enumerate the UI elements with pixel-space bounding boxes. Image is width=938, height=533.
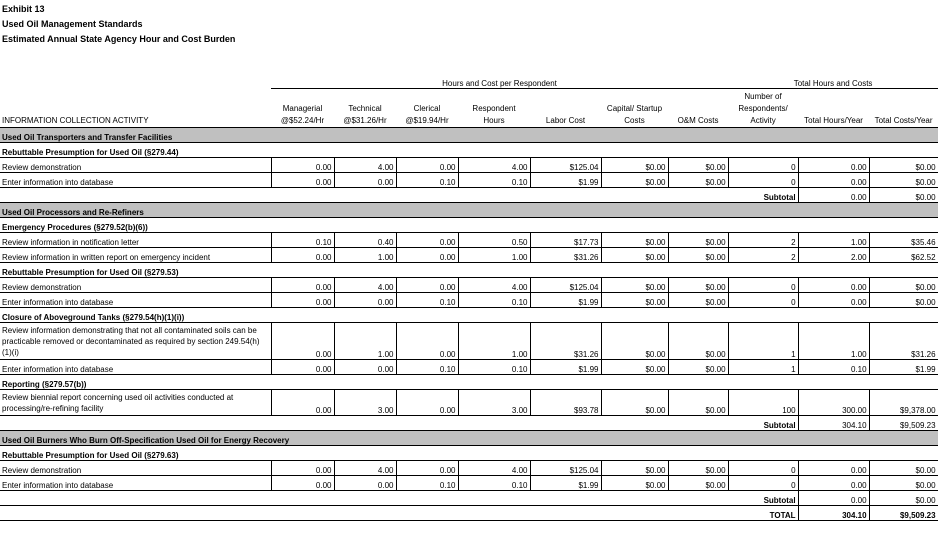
subtotal-hours: 0.00 bbox=[798, 188, 869, 203]
activity-cell: Enter information into database bbox=[0, 360, 271, 375]
value-cell-labor: $1.99 bbox=[530, 476, 601, 491]
document-title: Used Oil Management Standards bbox=[2, 19, 143, 29]
value-cell-mgr: 0.00 bbox=[271, 390, 334, 416]
value-cell-om: $0.00 bbox=[668, 461, 728, 476]
subtotal-row bbox=[0, 416, 938, 431]
subsection-header bbox=[0, 218, 938, 233]
subtotal-costs: $9,509.23 bbox=[869, 416, 938, 431]
value-cell-costs: $0.00 bbox=[869, 293, 938, 308]
activity-cell: Review information in written report on emergency incident bbox=[0, 248, 271, 263]
value-cell-om: $0.00 bbox=[668, 293, 728, 308]
value-cell-num: 1 bbox=[728, 323, 798, 360]
value-cell-mgr: 0.00 bbox=[271, 323, 334, 360]
value-cell-resp: 4.00 bbox=[458, 278, 530, 293]
subtotal-row bbox=[0, 188, 938, 203]
subsection-header bbox=[0, 308, 938, 323]
activity-cell: Review demonstration bbox=[0, 461, 271, 476]
header-om-costs: O&M Costs bbox=[677, 116, 719, 125]
value-cell-num: 0 bbox=[728, 173, 798, 188]
value-cell-resp: 0.10 bbox=[458, 293, 530, 308]
value-cell-resp: 0.10 bbox=[458, 173, 530, 188]
value-cell-costs: $31.26 bbox=[869, 323, 938, 360]
value-cell-tech: 0.40 bbox=[334, 233, 396, 248]
activity-cell: Enter information into database bbox=[0, 293, 271, 308]
value-cell-hours: 0.00 bbox=[798, 293, 869, 308]
header-respondent-hours: Respondent Hours bbox=[472, 104, 516, 125]
value-cell-num: 0 bbox=[728, 461, 798, 476]
header-columns-row bbox=[0, 89, 938, 128]
value-cell-num: 0 bbox=[728, 158, 798, 173]
header-clerical: Clerical @$19.94/Hr bbox=[405, 104, 449, 125]
value-cell-hours: 0.00 bbox=[798, 158, 869, 173]
value-cell-mgr: 0.00 bbox=[271, 360, 334, 375]
value-cell-mgr: 0.10 bbox=[271, 233, 334, 248]
value-cell-cler: 0.00 bbox=[396, 248, 458, 263]
value-cell-num: 2 bbox=[728, 248, 798, 263]
value-cell-hours: 0.10 bbox=[798, 360, 869, 375]
subtotal-hours: 0.00 bbox=[798, 491, 869, 506]
subsection-header bbox=[0, 446, 938, 461]
activity-cell: Enter information into database bbox=[0, 173, 271, 188]
total-label: TOTAL bbox=[0, 506, 798, 521]
activity-cell: Review biennial report concerning used oil activities conducted at processing/re-refining facility bbox=[0, 390, 271, 416]
header-total-costs: Total Costs/Year bbox=[874, 116, 933, 125]
header-activity: INFORMATION COLLECTION ACTIVITY bbox=[2, 116, 149, 125]
value-cell-cler: 0.00 bbox=[396, 158, 458, 173]
value-cell-tech: 3.00 bbox=[334, 390, 396, 416]
value-cell-tech: 0.00 bbox=[334, 476, 396, 491]
value-cell-tech: 0.00 bbox=[334, 360, 396, 375]
value-cell-tech: 1.00 bbox=[334, 248, 396, 263]
value-cell-capital: $0.00 bbox=[601, 278, 668, 293]
header-group-row bbox=[0, 74, 938, 89]
value-cell-mgr: 0.00 bbox=[271, 461, 334, 476]
subtotal-hours: 304.10 bbox=[798, 416, 869, 431]
subsection-header bbox=[0, 143, 938, 158]
value-cell-capital: $0.00 bbox=[601, 248, 668, 263]
value-cell-num: 0 bbox=[728, 293, 798, 308]
table-row bbox=[0, 323, 938, 360]
header-total-hours: Total Hours/Year bbox=[804, 116, 863, 125]
value-cell-resp: 0.10 bbox=[458, 476, 530, 491]
value-cell-capital: $0.00 bbox=[601, 233, 668, 248]
section-title: Used Oil Transporters and Transfer Facilities bbox=[0, 128, 938, 143]
value-cell-costs: $0.00 bbox=[869, 461, 938, 476]
value-cell-capital: $0.00 bbox=[601, 461, 668, 476]
subsection-title: Rebuttable Presumption for Used Oil (§279.63) bbox=[0, 446, 938, 461]
exhibit-titles bbox=[2, 2, 235, 47]
activity-cell: Review information demonstrating that not all contaminated soils can be practicable removed or decontaminated as required by section 249.54(h)(1)(i) bbox=[0, 323, 271, 360]
value-cell-labor: $125.04 bbox=[530, 278, 601, 293]
activity-cell: Review information in notification letter bbox=[0, 233, 271, 248]
header-technical: Technical @$31.26/Hr bbox=[343, 104, 387, 125]
subtotal-costs: $0.00 bbox=[869, 491, 938, 506]
value-cell-om: $0.00 bbox=[668, 323, 728, 360]
value-cell-labor: $1.99 bbox=[530, 293, 601, 308]
value-cell-tech: 0.00 bbox=[334, 293, 396, 308]
value-cell-labor: $1.99 bbox=[530, 360, 601, 375]
header-capital-startup: Capital/ Startup Costs bbox=[606, 104, 663, 125]
table-row bbox=[0, 278, 938, 293]
subsection-title: Rebuttable Presumption for Used Oil (§279.53) bbox=[0, 263, 938, 278]
value-cell-costs: $35.46 bbox=[869, 233, 938, 248]
value-cell-capital: $0.00 bbox=[601, 323, 668, 360]
table-title: Estimated Annual State Agency Hour and Cost Burden bbox=[2, 34, 236, 44]
value-cell-om: $0.00 bbox=[668, 476, 728, 491]
value-cell-resp: 3.00 bbox=[458, 390, 530, 416]
value-cell-costs: $1.99 bbox=[869, 360, 938, 375]
table-row bbox=[0, 390, 938, 416]
value-cell-hours: 0.00 bbox=[798, 461, 869, 476]
header-number-respondents: Number of Respondents/ Activity bbox=[738, 92, 788, 125]
value-cell-cler: 0.00 bbox=[396, 390, 458, 416]
header-managerial: Managerial @$52.24/Hr bbox=[280, 104, 325, 125]
value-cell-costs: $9,378.00 bbox=[869, 390, 938, 416]
value-cell-num: 100 bbox=[728, 390, 798, 416]
value-cell-mgr: 0.00 bbox=[271, 248, 334, 263]
value-cell-capital: $0.00 bbox=[601, 390, 668, 416]
value-cell-resp: 0.10 bbox=[458, 360, 530, 375]
section-title: Used Oil Processors and Re-Refiners bbox=[0, 203, 938, 218]
value-cell-tech: 4.00 bbox=[334, 158, 396, 173]
value-cell-labor: $31.26 bbox=[530, 248, 601, 263]
header-hours-cost-per-respondent: Hours and Cost per Respondent bbox=[271, 74, 728, 89]
section-header bbox=[0, 431, 938, 446]
value-cell-mgr: 0.00 bbox=[271, 173, 334, 188]
value-cell-costs: $0.00 bbox=[869, 476, 938, 491]
value-cell-om: $0.00 bbox=[668, 390, 728, 416]
subsection-title: Reporting (§279.57(b)) bbox=[0, 375, 938, 390]
value-cell-costs: $62.52 bbox=[869, 248, 938, 263]
value-cell-capital: $0.00 bbox=[601, 173, 668, 188]
subtotal-label: Subtotal bbox=[0, 416, 798, 431]
table-row bbox=[0, 158, 938, 173]
value-cell-labor: $1.99 bbox=[530, 173, 601, 188]
value-cell-hours: 0.00 bbox=[798, 476, 869, 491]
table-row bbox=[0, 461, 938, 476]
value-cell-cler: 0.10 bbox=[396, 476, 458, 491]
value-cell-tech: 4.00 bbox=[334, 461, 396, 476]
value-cell-num: 1 bbox=[728, 360, 798, 375]
value-cell-om: $0.00 bbox=[668, 278, 728, 293]
value-cell-hours: 0.00 bbox=[798, 278, 869, 293]
value-cell-cler: 0.10 bbox=[396, 360, 458, 375]
value-cell-om: $0.00 bbox=[668, 360, 728, 375]
value-cell-tech: 0.00 bbox=[334, 173, 396, 188]
activity-cell: Review demonstration bbox=[0, 278, 271, 293]
value-cell-labor: $125.04 bbox=[530, 158, 601, 173]
value-cell-capital: $0.00 bbox=[601, 476, 668, 491]
table-row bbox=[0, 248, 938, 263]
subsection-header bbox=[0, 263, 938, 278]
value-cell-cler: 0.10 bbox=[396, 173, 458, 188]
subtotal-label: Subtotal bbox=[0, 491, 798, 506]
value-cell-om: $0.00 bbox=[668, 248, 728, 263]
value-cell-capital: $0.00 bbox=[601, 158, 668, 173]
activity-cell: Enter information into database bbox=[0, 476, 271, 491]
activity-cell: Review demonstration bbox=[0, 158, 271, 173]
total-row bbox=[0, 506, 938, 521]
value-cell-mgr: 0.00 bbox=[271, 476, 334, 491]
value-cell-tech: 1.00 bbox=[334, 323, 396, 360]
table-row bbox=[0, 233, 938, 248]
subsection-title: Closure of Aboveground Tanks (§279.54(h)(1)(i)) bbox=[0, 308, 938, 323]
table-row bbox=[0, 293, 938, 308]
value-cell-costs: $0.00 bbox=[869, 173, 938, 188]
value-cell-hours: 300.00 bbox=[798, 390, 869, 416]
exhibit-number: Exhibit 13 bbox=[2, 4, 45, 14]
subsection-title: Emergency Procedures (§279.52(b)(6)) bbox=[0, 218, 938, 233]
value-cell-om: $0.00 bbox=[668, 158, 728, 173]
value-cell-num: 0 bbox=[728, 278, 798, 293]
value-cell-cler: 0.00 bbox=[396, 278, 458, 293]
subtotal-row bbox=[0, 491, 938, 506]
value-cell-hours: 0.00 bbox=[798, 173, 869, 188]
total-costs: $9,509.23 bbox=[869, 506, 938, 521]
section-title: Used Oil Burners Who Burn Off-Specification Used Oil for Energy Recovery bbox=[0, 431, 938, 446]
value-cell-cler: 0.10 bbox=[396, 293, 458, 308]
value-cell-labor: $17.73 bbox=[530, 233, 601, 248]
value-cell-cler: 0.00 bbox=[396, 323, 458, 360]
value-cell-hours: 1.00 bbox=[798, 323, 869, 360]
value-cell-capital: $0.00 bbox=[601, 293, 668, 308]
subsection-header bbox=[0, 375, 938, 390]
value-cell-tech: 4.00 bbox=[334, 278, 396, 293]
value-cell-labor: $93.78 bbox=[530, 390, 601, 416]
table-row bbox=[0, 173, 938, 188]
subtotal-costs: $0.00 bbox=[869, 188, 938, 203]
value-cell-cler: 0.00 bbox=[396, 233, 458, 248]
value-cell-resp: 0.50 bbox=[458, 233, 530, 248]
value-cell-resp: 1.00 bbox=[458, 323, 530, 360]
value-cell-mgr: 0.00 bbox=[271, 158, 334, 173]
value-cell-om: $0.00 bbox=[668, 233, 728, 248]
header-labor-cost: Labor Cost bbox=[545, 116, 586, 125]
table-row bbox=[0, 476, 938, 491]
total-hours: 304.10 bbox=[798, 506, 869, 521]
value-cell-labor: $31.26 bbox=[530, 323, 601, 360]
value-cell-resp: 4.00 bbox=[458, 461, 530, 476]
table-row bbox=[0, 360, 938, 375]
value-cell-mgr: 0.00 bbox=[271, 293, 334, 308]
burden-table bbox=[0, 74, 938, 521]
value-cell-labor: $125.04 bbox=[530, 461, 601, 476]
value-cell-resp: 1.00 bbox=[458, 248, 530, 263]
subtotal-label: Subtotal bbox=[0, 188, 798, 203]
value-cell-costs: $0.00 bbox=[869, 158, 938, 173]
value-cell-mgr: 0.00 bbox=[271, 278, 334, 293]
value-cell-hours: 2.00 bbox=[798, 248, 869, 263]
section-header bbox=[0, 128, 938, 143]
value-cell-hours: 1.00 bbox=[798, 233, 869, 248]
header-total-hours-and-costs: Total Hours and Costs bbox=[728, 74, 938, 89]
value-cell-costs: $0.00 bbox=[869, 278, 938, 293]
section-header bbox=[0, 203, 938, 218]
value-cell-cler: 0.00 bbox=[396, 461, 458, 476]
subsection-title: Rebuttable Presumption for Used Oil (§279.44) bbox=[0, 143, 938, 158]
value-cell-capital: $0.00 bbox=[601, 360, 668, 375]
value-cell-om: $0.00 bbox=[668, 173, 728, 188]
value-cell-num: 2 bbox=[728, 233, 798, 248]
value-cell-resp: 4.00 bbox=[458, 158, 530, 173]
value-cell-num: 0 bbox=[728, 476, 798, 491]
